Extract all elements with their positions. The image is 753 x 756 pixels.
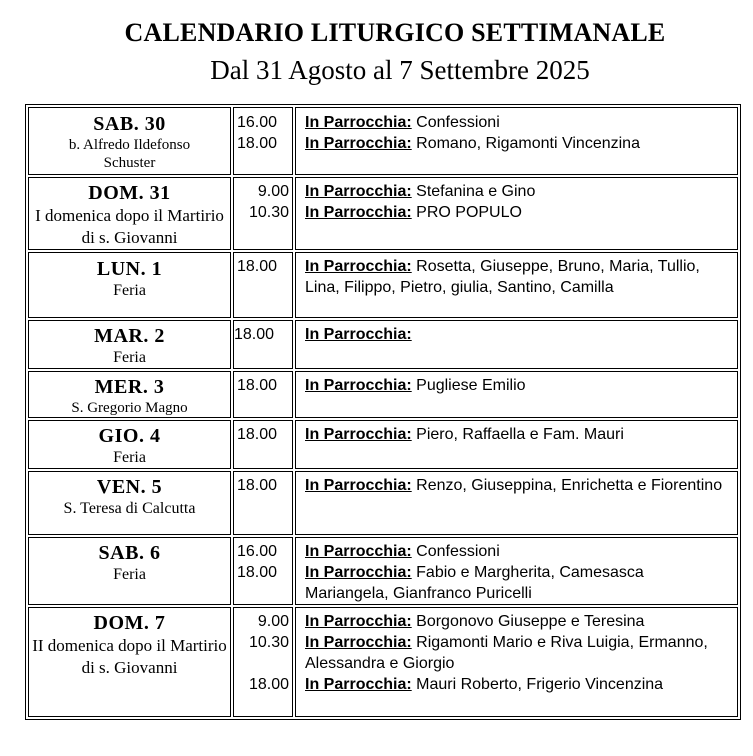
day-subtitle: S. Teresa di Calcutta [63,500,196,517]
page-subtitle: Dal 31 Agosto al 7 Settembre 2025 [210,55,590,85]
time-value: 18.00 [237,426,278,443]
intention-cell [295,607,738,717]
time-value: 18.00 [237,258,278,275]
entry-text: Fabio e Margherita, Camesasca Mariangela, Gianfranco Puricelli [305,564,644,602]
entry-text: Stefanina e Gino [411,183,536,200]
intention-entry [305,375,737,396]
day-cell [28,107,231,175]
entry-label: In Parrocchia: [305,613,412,630]
day-subtitle: Feria [113,349,146,366]
time-cell [233,320,293,369]
intention-entry [305,112,737,133]
entry-label: In Parrocchia: [305,183,412,200]
day-name: MAR. 2 [94,325,165,347]
time-cell [233,177,293,250]
day-subtitle: Feria [113,282,146,299]
intention-cell [295,320,738,369]
day-name: GIO. 4 [98,425,161,447]
table-row [28,252,738,318]
entry-label: In Parrocchia: [305,564,412,581]
table-row [28,371,738,418]
intention-cell [295,471,738,535]
intention-cell [295,177,738,250]
entry-label: In Parrocchia: [305,326,412,343]
entry-label: In Parrocchia: [305,377,412,394]
table-row [28,177,738,250]
intention-entry [305,632,737,674]
day-cell [28,537,231,605]
time-value: 16.00 [237,114,278,131]
intention-cell [295,371,738,418]
intention-entry [305,562,737,604]
day-name: SAB. 30 [93,113,166,135]
entry-label: In Parrocchia: [305,258,412,275]
day-name: SAB. 6 [98,542,161,564]
time-value: 10.30 [248,634,289,651]
time-cell [233,107,293,175]
table-row [28,420,738,469]
entry-text: Confessioni [411,114,500,131]
day-cell [28,607,231,717]
day-subtitle: S. Gregorio Magno [71,400,188,416]
time-value: 18.00 [237,377,278,394]
day-cell [28,371,231,418]
day-cell [28,420,231,469]
entry-text: Piero, Raffaella e Fam. Mauri [411,426,624,443]
entry-text: Mauri Roberto, Frigerio Vincenzina [411,676,664,693]
intention-cell [295,252,738,318]
time-value: 18.00 [237,135,278,152]
entry-text: Rigamonti Mario e Riva Luigia, Ermanno, Alessandra e Giorgio [305,634,708,672]
time-value: 18.00 [234,326,275,343]
time-cell [233,371,293,418]
table-row [28,471,738,535]
entry-label: In Parrocchia: [305,135,412,152]
day-name: MER. 3 [94,376,165,398]
time-value: 16.00 [237,543,278,560]
intention-entry [305,541,737,562]
day-subtitle: b. Alfredo Ildefonso Schuster [68,137,191,171]
entry-text: Romano, Rigamonti Vincenzina [411,135,640,152]
day-cell [28,177,231,250]
entry-label: In Parrocchia: [305,676,412,693]
table-row [28,320,738,369]
entry-text: PRO POPULO [411,204,522,221]
entry-label: In Parrocchia: [305,426,412,443]
day-cell [28,471,231,535]
time-value: 18.00 [237,564,278,581]
entry-text: Pugliese Emilio [411,377,526,394]
day-subtitle: Feria [113,449,146,466]
table-row [28,607,738,717]
day-subtitle: Feria [113,566,146,583]
day-name: DOM. 7 [93,612,166,634]
day-name: VEN. 5 [96,476,163,498]
day-cell [28,320,231,369]
entry-label: In Parrocchia: [305,477,412,494]
intention-entry [305,674,737,695]
page-title: CALENDARIO LITURGICO SETTIMANALE [124,18,666,47]
day-name: DOM. 31 [88,182,171,204]
intention-cell [295,420,738,469]
entry-label: In Parrocchia: [305,543,412,560]
time-value: 18.00 [248,676,289,693]
entry-text: Confessioni [411,543,500,560]
time-value: 18.00 [237,477,278,494]
entry-text: Borgonovo Giuseppe e Teresina [411,613,645,630]
day-name: LUN. 1 [96,258,163,280]
day-cell [28,252,231,318]
intention-cell [295,537,738,605]
time-cell [233,537,293,605]
intention-entry [305,611,737,632]
day-subtitle: II domenica dopo il Martirio di s. Giovanni [32,636,227,677]
intention-entry [305,256,737,298]
intention-entry [305,475,737,496]
intention-entry [305,202,737,223]
time-cell [233,607,293,717]
intention-cell [295,107,738,175]
table-row [28,107,738,175]
time-cell [233,420,293,469]
entry-text: Rosetta, Giuseppe, Bruno, Maria, Tullio, Lina, Filippo, Pietro, giulia, Santino, Camilla [305,258,700,296]
intention-entry [305,424,737,445]
intention-entry [305,133,737,154]
time-cell [233,252,293,318]
calendar-table [25,104,741,720]
time-value: 9.00 [257,613,289,630]
time-cell [233,471,293,535]
table-row [28,537,738,605]
day-subtitle: I domenica dopo il Martirio di s. Giovanni [35,206,224,247]
entry-text: Renzo, Giuseppina, Enrichetta e Fiorentino [411,477,723,494]
time-value: 10.30 [248,204,289,221]
intention-entry [305,181,737,202]
intention-entry [305,324,737,345]
entry-label: In Parrocchia: [305,634,412,651]
time-value: 9.00 [257,183,289,200]
entry-label: In Parrocchia: [305,114,412,131]
entry-label: In Parrocchia: [305,204,412,221]
